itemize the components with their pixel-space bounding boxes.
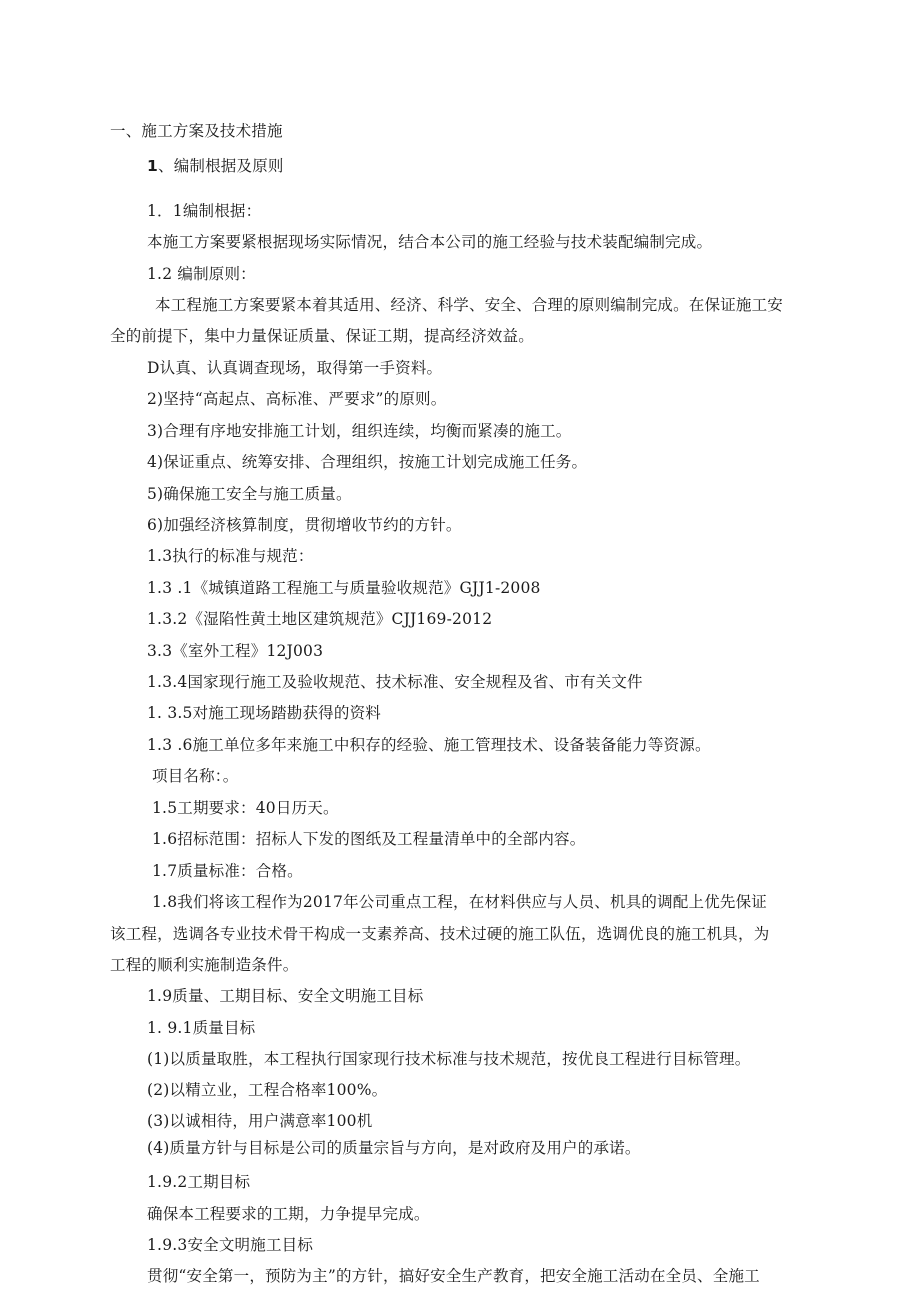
text-line: 确保本工程要求的工期，力争提早完成。 <box>147 1205 430 1223</box>
text-line: 1.3 .1《城镇道路工程施工与质量验收规范》GJJ1-2008 <box>147 579 541 597</box>
text-line: 1.9.3安全文明施工目标 <box>147 1236 314 1254</box>
text-line: 1.7质量标准：合格。 <box>152 862 303 880</box>
text-line: 1. 3.5对施工现场踏勘获得的资料 <box>147 704 381 722</box>
text-line: 项目名称：。 <box>152 767 239 785</box>
text-line: 贯彻“安全第一，预防为主”的方针，搞好安全生产教育，把安全施工活动在全员、全施工 <box>147 1267 760 1285</box>
text-line: 1.6招标范围：招标人下发的图纸及工程量清单中的全部内容。 <box>152 830 586 848</box>
text-line: 6)加强经济核算制度，贯彻增收节约的方针。 <box>147 516 462 534</box>
text-line: 1.3.2《湿陷性黄土地区建筑规范》CJJ169-2012 <box>147 610 493 628</box>
text-line: 1.9质量、工期目标、安全文明施工目标 <box>147 987 424 1005</box>
text-line: 2)坚持“高起点、高标准、严要求”的原则。 <box>147 390 447 408</box>
text-line: 1.2 编制原则： <box>147 265 256 283</box>
text-line: (2)以精立业，工程合格率100%。 <box>147 1081 388 1099</box>
text-line: 5)确保施工安全与施工质量。 <box>147 485 352 503</box>
subsection-heading-number: 1 <box>147 157 158 175</box>
subsection-heading <box>147 156 284 176</box>
text-line: 1.3执行的标准与规范： <box>147 547 314 565</box>
text-line: 4)保证重点、统筹安排、合理组织，按施工计划完成施工任务。 <box>147 453 588 471</box>
text-line: 3)合理有序地安排施工计划，组织连续，均衡而紧凑的施工。 <box>147 422 572 440</box>
text-line: 1.3.4国家现行施工及验收规范、技术标准、安全规程及省、市有关文件 <box>147 673 643 691</box>
text-line: 1.8我们将该工程作为2017年公司重点工程，在材料供应与人员、机具的调配上优先保证 <box>152 893 767 911</box>
text-line: 1．1编制根据： <box>147 202 262 220</box>
text-line: D认真、认真调查现场，取得第一手资料。 <box>147 359 443 377</box>
text-line: 本工程施工方案要紧本着其适用、经济、科学、安全、合理的原则编制完成。在保证施工安 <box>155 296 784 314</box>
text-line: 1.5工期要求：40日历天。 <box>152 799 339 817</box>
text-line: 全的前提下，集中力量保证质量、保证工期，提高经济效益。 <box>110 327 534 345</box>
text-line: (4)质量方针与目标是公司的质量宗旨与方向，是对政府及用户的承诺。 <box>147 1139 641 1157</box>
text-line: 工程的顺利实施制造条件。 <box>110 956 299 974</box>
text-line: 1.9.2工期目标 <box>147 1173 251 1191</box>
subsection-heading-text: 、编制根据及原则 <box>158 157 284 175</box>
text-line: 3.3《室外工程》12J003 <box>147 642 324 660</box>
text-line: 1. 9.1质量目标 <box>147 1019 256 1037</box>
text-line: 该工程，选调各专业技术骨干构成一支素养高、技术过硬的施工队伍，选调优良的施工机具，为 <box>110 925 770 943</box>
text-line: (1)以质量取胜，本工程执行国家现行技术标准与技术规范，按优良工程进行目标管理。 <box>147 1050 751 1068</box>
section-heading: 一、施工方案及技术措施 <box>110 122 283 140</box>
text-line: 本施工方案要紧根据现场实际情况，结合本公司的施工经验与技术装配编制完成。 <box>147 233 713 251</box>
text-line: 1.3 .6施工单位多年来施工中积存的经验、施工管理技术、设备装备能力等资源。 <box>147 736 711 754</box>
text-line: (3)以诚相待，用户满意率100机 <box>147 1112 373 1130</box>
